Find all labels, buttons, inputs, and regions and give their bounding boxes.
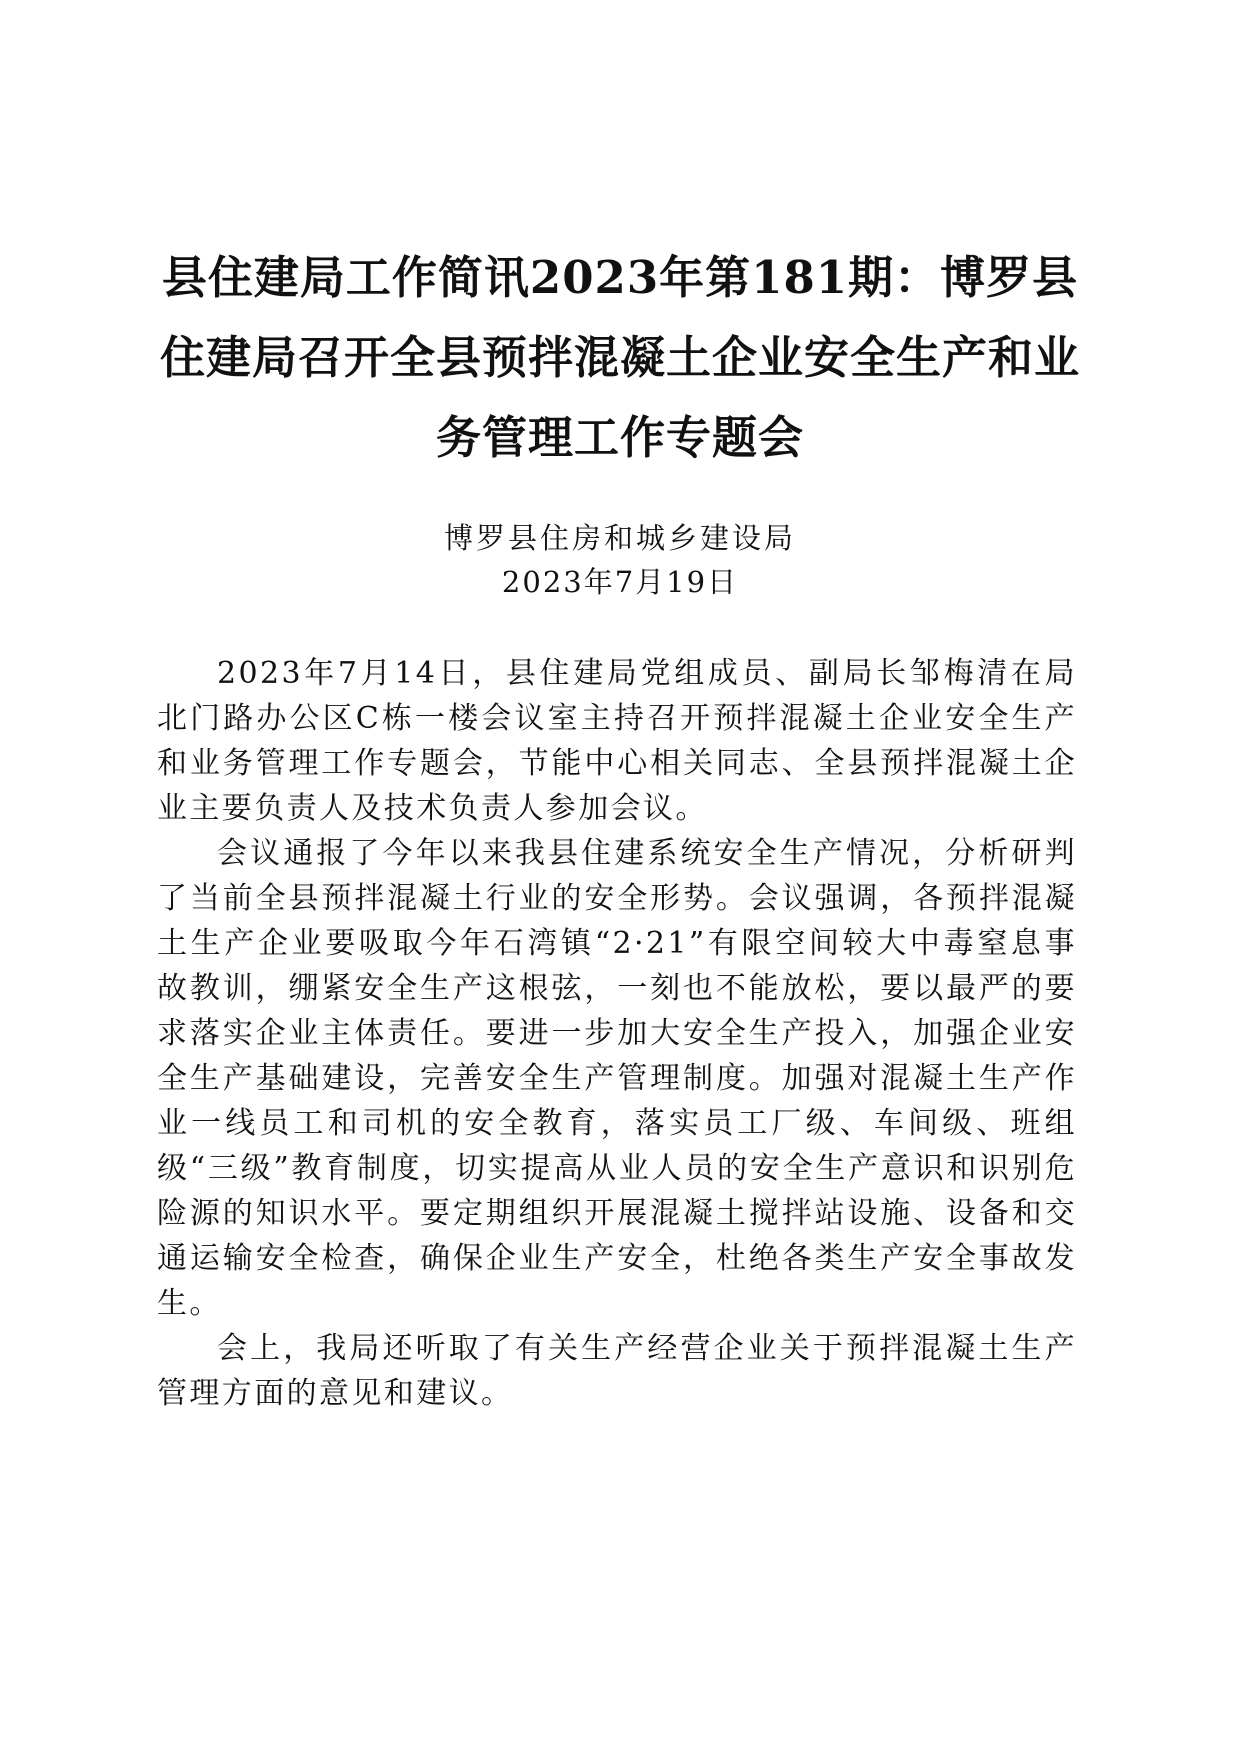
title-line-2: 住建局召开全县预拌混凝土企业安全生产和业 [159, 331, 1080, 384]
publish-date: 2023年7月19日 [501, 565, 739, 599]
issuing-organization: 博罗县住房和城乡建设局 [443, 521, 796, 555]
title-line-3: 务管理工作专题会 [435, 411, 804, 464]
paragraph-2: 会议通报了今年以来我县住建系统安全生产情况，分析研判了当前全县预拌混凝土行业的安全形势。会议强调，各预拌混凝土生产企业要吸取今年石湾镇“2·21”有限空间较大中毒窒息事故教训，绷紧安全生产这根弦，一刻也不能放松，要以最严的要求落实企业主体责任。要进一步加大安全生产投入，加强企业安全生产基础建设，完善安全生产管理制度。加强对混凝土生产作业一线员工和司机的安全教育，落实员工厂级、车间级、班组级“三级”教育制度，切实提高从业人员的安全生产意识和识别危险源的知识水平。要定期组织开展混凝土搅拌站设施、设备和交通运输安全检查，确保企业生产安全，杜绝各类生产安全事故发生。 [157, 836, 1077, 1321]
title-line-1: 县住建局工作简讯2023年第181期：博罗县 [161, 251, 1079, 304]
document-meta [140, 516, 1100, 604]
paragraph-3: 会上，我局还听取了有关生产经营企业关于预拌混凝土生产管理方面的意见和建议。 [157, 1331, 1077, 1411]
paragraph-1: 2023年7月14日，县住建局党组成员、副局长邹梅清在局北门路办公区C栋一楼会议室主持召开预拌混凝土企业安全生产和业务管理工作专题会，节能中心相关同志、全县预拌混凝土企业主要负责人及技术负责人参加会议。 [157, 656, 1077, 826]
document-body [157, 651, 1077, 1416]
document-title [140, 238, 1100, 478]
